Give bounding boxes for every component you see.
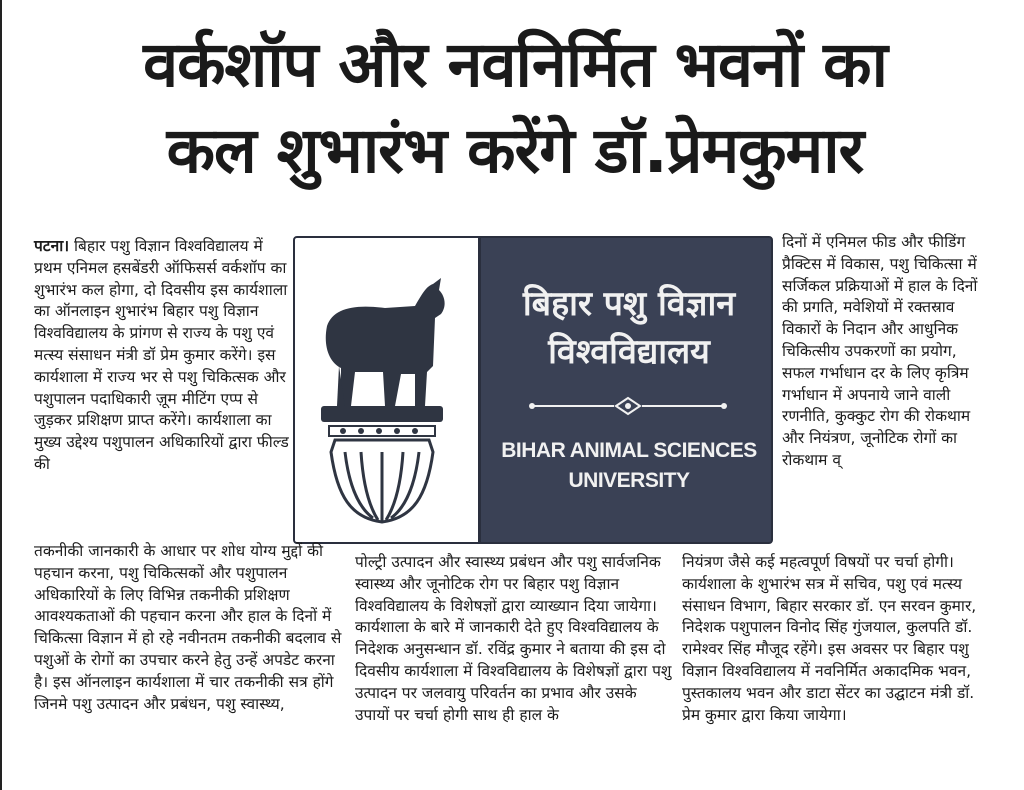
article-column-1-lower	[34, 541, 344, 715]
logo-hindi-line-1: बिहार पशु विज्ञान	[522, 284, 736, 324]
article-column-3-lower	[682, 552, 982, 726]
dateline: पटना।	[34, 237, 70, 255]
headline-line-1: वर्कशॉप और नवनिर्मित भवनों का	[143, 28, 887, 101]
article-column-2	[355, 552, 675, 726]
logo-hindi-line-2: विश्वविद्यालय	[548, 332, 710, 372]
article-col2-text: पोल्ट्री उत्पादन और स्वास्थ्य प्रबंधन और पशु सार्वजनिक स्वास्थ्य और जूनोटिक रोग पर बिहार पशु विज्ञान विश्वविद्यालय के विशेषज्ञों द्वारा व्याख्यान दिया जायेगा। कार्यशाला के बारे में जानकारी देते हुए विश्वविद्यालय के निदेशक अनुसन्धान डॉ. रविंद्र कुमार ने बताया की इस दो दिवसीय कार्यशाला में विश्वविद्यालय के विशेषज्ञों द्वारा पशु उत्पादन पर जलवायु परिवर्तन का प्रभाव और उसके उपायों पर चर्चा होगी साथ ही हाल के	[355, 553, 672, 724]
headline	[30, 22, 1000, 194]
article-col1-text: बिहार पशु विज्ञान विश्वविद्यालय में प्रथम एनिमल हसबेंडरी ऑफिसर्स वर्कशॉप का शुभारंभ कल होगा, दो दिवसीय इस कार्यशाला का ऑनलाइन शुभारंभ बिहार पशु विज्ञान विश्वविद्यालय के प्रांगण से राज्य के पशु एवं मत्स्य संसाधन मंत्री डॉ प्रेम कुमार करेंगे। इस कार्यशाला में राज्य भर से पशु चिकित्सक और पशुपालन पदाधिकारी ज़ूम मीटिंग एप्प से जुड़कर प्रशिक्षण प्राप्त करेंगे। कार्यशाला का मुख्य उद्देश्य पशुपालन अधिकारियों द्वारा फील्ड की	[34, 237, 289, 473]
page-edge-rule	[0, 0, 2, 790]
article-col3b-text: नियंत्रण जैसे कई महत्वपूर्ण विषयों पर चर्चा होगी। कार्यशाला के शुभारंभ सत्र में सचिव, पशु एवं मत्स्य संसाधन विभाग, बिहार सरकार डॉ. एन सरवन कुमार, निदेशक पशुपालन विनोद सिंह गुंजयाल, कुलपति डॉ. रामेश्वर सिंह मौजूद रहेंगे। इस अवसर पर बिहार पशु विज्ञान विश्वविद्यालय में नवनिर्मित अकादमिक भवन, पुस्तकालय भवन और डाटा सेंटर का उद्घाटन मंत्री डॉ. प्रेम कुमार द्वारा किया जायेगा।	[682, 553, 977, 724]
article-col3-text: दिनों में एनिमल फीड और फीडिंग प्रैक्टिस में विकास, पशु चिकित्सा में सर्जिकल प्रक्रियाओं में हाल के दिनों की प्रगति, मवेशियों में रक्तस्राव विकारों के निदान और आधुनिक चिकित्सीय उपकरणों का प्रयोग, सफल गर्भाधान दर के लिए कृत्रिम गर्भाधान में अपनाये जाने वाली रणनीति, कुक्कुट रोग की रोकथाम और नियंत्रण, जूनोटिक रोगों का रोकथाम व्	[782, 233, 978, 469]
article-column-3	[782, 232, 982, 472]
logo-emblem-panel	[295, 238, 481, 542]
logo-english-line-2: UNIVERSITY	[568, 469, 690, 492]
logo-english-line-1: BIHAR ANIMAL SCIENCES	[501, 439, 757, 462]
logo-english-name	[485, 436, 773, 496]
logo-ornament-divider	[528, 396, 728, 416]
article-col1b-text: तकनीकी जानकारी के आधार पर शोध योग्य मुद्दों की पहचान करना, पशु चिकित्सकों और पशुपालन अधिकारियों के लिए विभिन्न तकनीकी प्रशिक्षण आवश्यकताओं की पहचान करना और हाल के दिनों में चिकित्सा विज्ञान में हो रहे नवीनतम तकनीकी बदलाव से पशुओं के रोगों का उपचार करने हेतु उन्हें अपडेट करना है। इस ऑनलाइन कार्यशाला में चार तकनीकी सत्र होंगे जिनमे पशु उत्पादन और प्रबंधन, पशु स्वास्थ्य,	[34, 542, 342, 713]
article-column-1	[34, 236, 289, 476]
headline-line-2: कल शुभारंभ करेंगे डॉ.प्रेमकुमार	[166, 114, 864, 187]
university-logo	[293, 236, 773, 544]
cow-emblem-icon	[315, 256, 455, 526]
